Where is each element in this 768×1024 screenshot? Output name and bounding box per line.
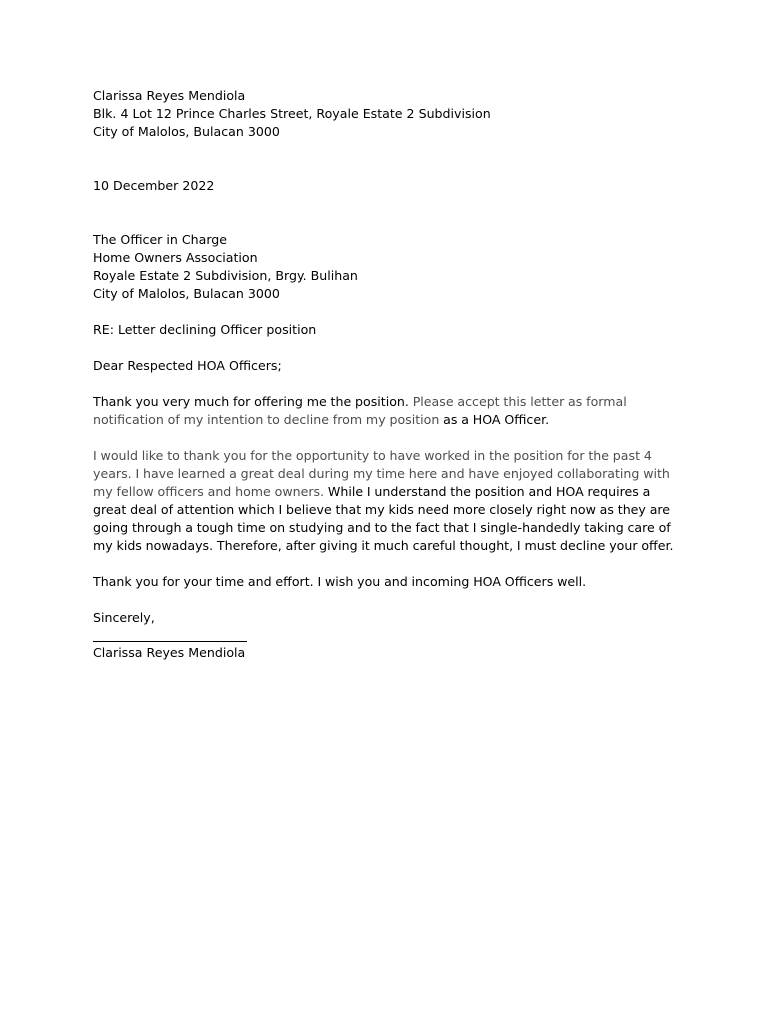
paragraph-2-part2: While I understand the position and HOA requires a great deal of attention which I believe that my kids need more closely right now as they are going through a tough time on studying and to the fact that I single-handedly taking care of my kids nowadays. Therefore, after giving it much careful thought, I must decline your offer. [93,484,674,553]
letter-date: 10 December 2022 [93,178,215,193]
signature-line [93,641,247,642]
recipient-line4: City of Malolos, Bulacan 3000 [93,286,280,301]
sender-address-line2: City of Malolos, Bulacan 3000 [93,124,280,139]
sender-block [93,87,683,141]
letter-page [93,87,683,662]
recipient-line1: The Officer in Charge [93,232,228,247]
recipient-block [93,231,683,303]
paragraph-1-part1: Thank you very much for offering me the position. [93,394,409,409]
paragraph-2-part1: I would like to thank you for the opportunity to have worked in the position for the past 4 years. I have learned a great deal during my time here and have enjoyed collaborating with my fellow officers and home owners. [93,448,670,499]
recipient-line2: Home Owners Association [93,250,258,265]
paragraph-1-part2: Please accept this letter as formal notification of my intention to decline from my position [93,394,627,427]
sender-address-line1: Blk. 4 Lot 12 Prince Charles Street, Royale Estate 2 Subdivision [93,106,491,121]
closing: Sincerely, [93,610,155,625]
paragraph-1-part3: as a HOA Officer. [443,412,550,427]
signature-name: Clarissa Reyes Mendiola [93,645,246,660]
sender-name: Clarissa Reyes Mendiola [93,88,246,103]
paragraph-2 [93,447,683,555]
recipient-line3: Royale Estate 2 Subdivision, Brgy. Bulihan [93,268,358,283]
paragraph-1 [93,393,683,429]
subject-line: RE: Letter declining Officer position [93,322,317,337]
salutation: Dear Respected HOA Officers; [93,358,282,373]
paragraph-3: Thank you for your time and effort. I wish you and incoming HOA Officers well. [93,574,587,589]
